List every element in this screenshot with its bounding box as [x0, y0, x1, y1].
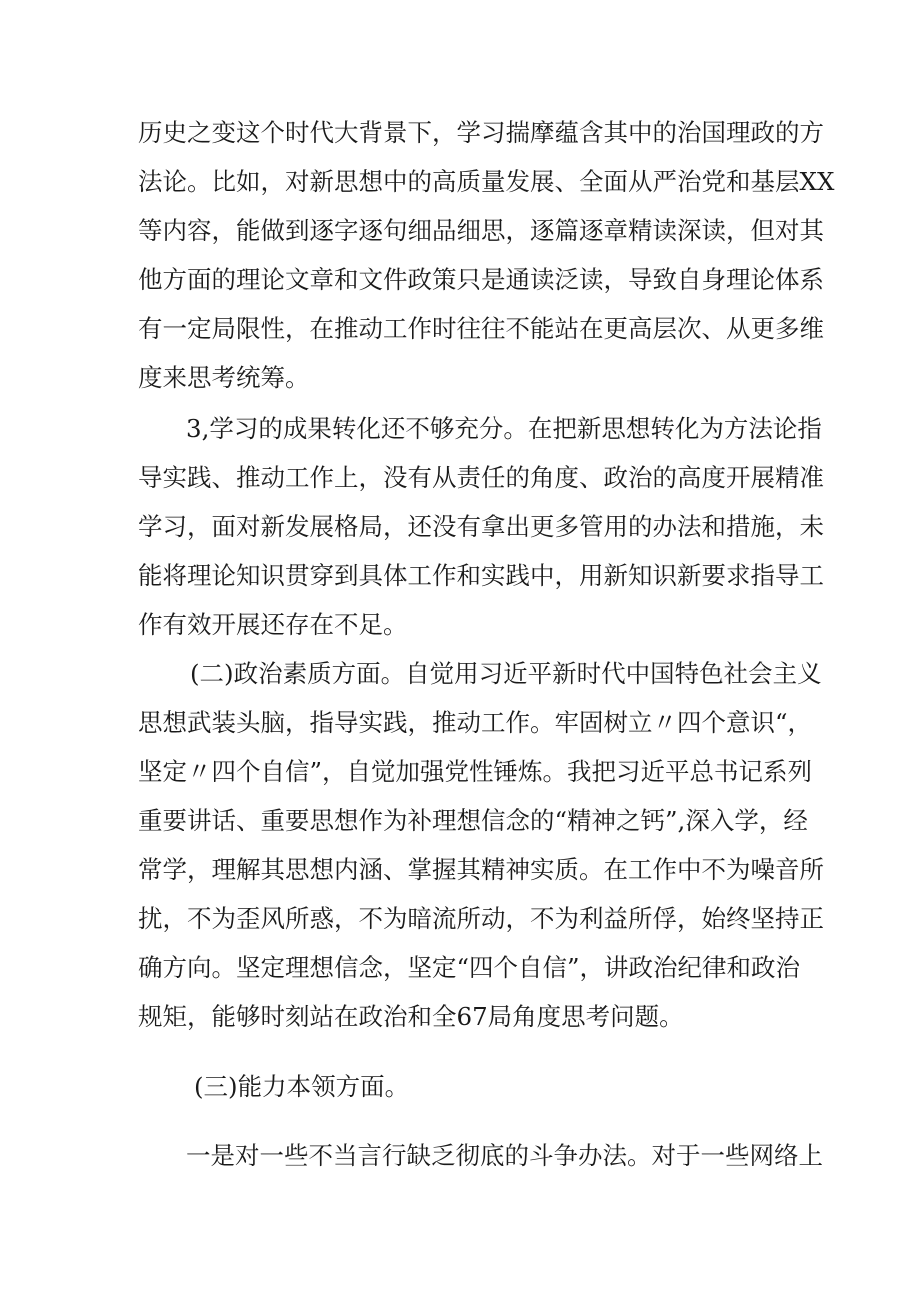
text-line: 历史之变这个时代大背景下，学习揣摩蕴含其中的治国理政的方 — [138, 118, 824, 147]
text-line: 有一定局限性，在推动工作时往往不能站在更高层次、从更多维 — [138, 314, 824, 343]
text-line: 法论。比如，对新思想中的高质量发展、全面从严治党和基层XX — [138, 167, 835, 196]
text-line: 常学，理解其思想内涵、掌握其精神实质。在工作中不为噪音所 — [138, 855, 824, 884]
section-heading-line: (二)政治素质方面。自觉用习近平新时代中国特色社会主义 — [190, 659, 822, 688]
text-line: 等内容，能做到逐字逐句细品细思，逐篇逐章精读深读，但对其 — [138, 216, 824, 245]
paragraph-first-line: 一是对一些不当言行缺乏彻底的斗争办法。对于一些网络上 — [186, 1141, 823, 1170]
text-line: 导实践、推动工作上，没有从责任的角度、政治的高度开展精准 — [138, 463, 824, 492]
text-line: 重要讲话、重要思想作为补理想信念的“精神之钙”,深入学，经 — [138, 806, 808, 835]
text-line: 思想武装头脑，指导实践，推动工作。牢固树立〃四个意识“， — [138, 708, 813, 737]
text-line: 规矩，能够时刻站在政治和全67局角度思考问题。 — [138, 1002, 684, 1031]
text-line: 确方向。坚定理想信念，坚定“四个自信”，讲政治纪律和政治 — [138, 953, 801, 982]
text-line: 作有效开展还存在不足。 — [138, 610, 408, 639]
text-line: 能将理论知识贯穿到具体工作和实践中，用新知识新要求指导工 — [138, 561, 824, 590]
text-line: 他方面的理论文章和文件政策只是通读泛读，导致自身理论体系 — [138, 265, 824, 294]
text-line: 坚定〃四个自信”，自觉加强党性锤炼。我把习近平总书记系列 — [138, 757, 813, 786]
text-line: 学习，面对新发展格局，还没有拿出更多管用的办法和措施，未 — [138, 512, 824, 541]
text-line: 度来思考统筹。 — [138, 363, 310, 392]
section-heading: (三)能力本领方面。 — [194, 1072, 410, 1101]
paragraph-first-line: 3,学习的成果转化还不够充分。在把新思想转化为方法论指 — [186, 414, 822, 443]
text-line: 扰，不为歪风所惑，不为暗流所动，不为利益所俘，始终坚持正 — [138, 904, 824, 933]
